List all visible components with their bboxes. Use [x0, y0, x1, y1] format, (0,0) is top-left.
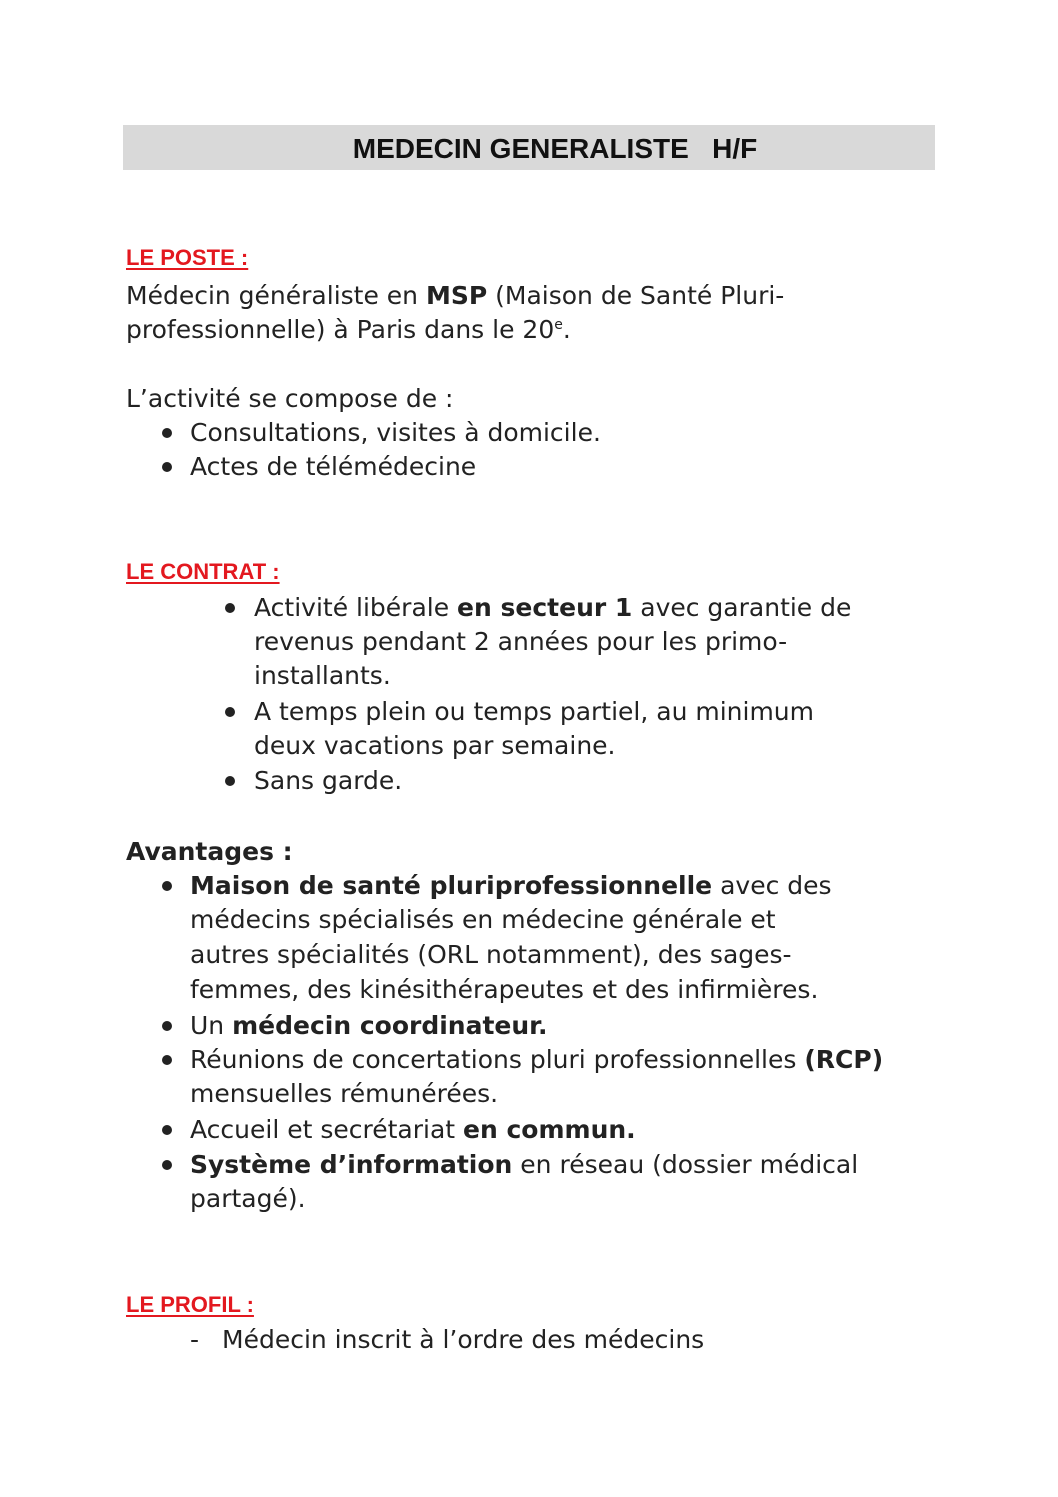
avantages-item-1-line-4: femmes, des kinésithérapeutes et des infirmières.: [190, 975, 819, 1004]
bullet-icon: [162, 428, 172, 438]
contrat-item-2: A temps plein ou temps partiel, au minimum: [254, 697, 815, 726]
poste-item: Consultations, visites à domicile.: [190, 418, 601, 447]
avantages-item-5: Système d’information en réseau (dossier médical: [190, 1150, 859, 1179]
avantages-item-3-line-2: mensuelles rémunérées.: [190, 1079, 499, 1108]
bullet-icon: [162, 1055, 172, 1065]
avantages-item-1-line-3: autres spécialités (ORL notamment), des sages-: [190, 940, 792, 969]
contrat-item-1: Activité libérale en secteur 1 avec garantie de: [254, 593, 852, 622]
avantages-item-1: Maison de santé pluriprofessionnelle avec des: [190, 871, 832, 900]
dash-marker: -: [190, 1325, 200, 1354]
bullet-icon: [162, 1160, 172, 1170]
avantages-item-2: Un médecin coordinateur.: [190, 1011, 548, 1040]
bullet-icon: [162, 462, 172, 472]
title-bar: [123, 125, 935, 170]
avantages-item-5-line-2: partagé).: [190, 1184, 306, 1213]
section-heading-profil: LE PROFIL :: [126, 1292, 254, 1317]
poste-item: Actes de télémédecine: [190, 452, 477, 481]
profil-item: Médecin inscrit à l’ordre des médecins: [222, 1325, 705, 1354]
section-heading-contrat: LE CONTRAT :: [126, 559, 280, 584]
avantages-item-3: Réunions de concertations pluri professionnelles (RCP): [190, 1045, 884, 1074]
section-heading-poste: LE POSTE :: [126, 245, 249, 270]
page-title: MEDECIN GENERALISTE H/F: [352, 133, 758, 164]
bullet-icon: [225, 707, 235, 717]
bullet-icon: [225, 603, 235, 613]
poste-intro: L’activité se compose de :: [126, 384, 454, 413]
contrat-item-3: Sans garde.: [254, 766, 403, 795]
contrat-item-2-line-2: deux vacations par semaine.: [254, 731, 616, 760]
avantages-item-4: Accueil et secrétariat en commun.: [190, 1115, 636, 1144]
bullet-icon: [162, 1125, 172, 1135]
bullet-icon: [225, 776, 235, 786]
contrat-item-1-line-3: installants.: [254, 661, 391, 690]
contrat-item-1-line-2: revenus pendant 2 années pour les primo-: [254, 627, 788, 656]
bullet-icon: [162, 1021, 172, 1031]
bullet-icon: [162, 881, 172, 891]
avantages-item-1-line-2: médecins spécialisés en médecine générale et: [190, 905, 776, 934]
avantages-heading: Avantages :: [126, 837, 293, 866]
poste-line-2: professionnelle) à Paris dans le 20e.: [126, 315, 571, 344]
poste-line-1: Médecin généraliste en MSP (Maison de Santé Pluri-: [126, 281, 785, 310]
